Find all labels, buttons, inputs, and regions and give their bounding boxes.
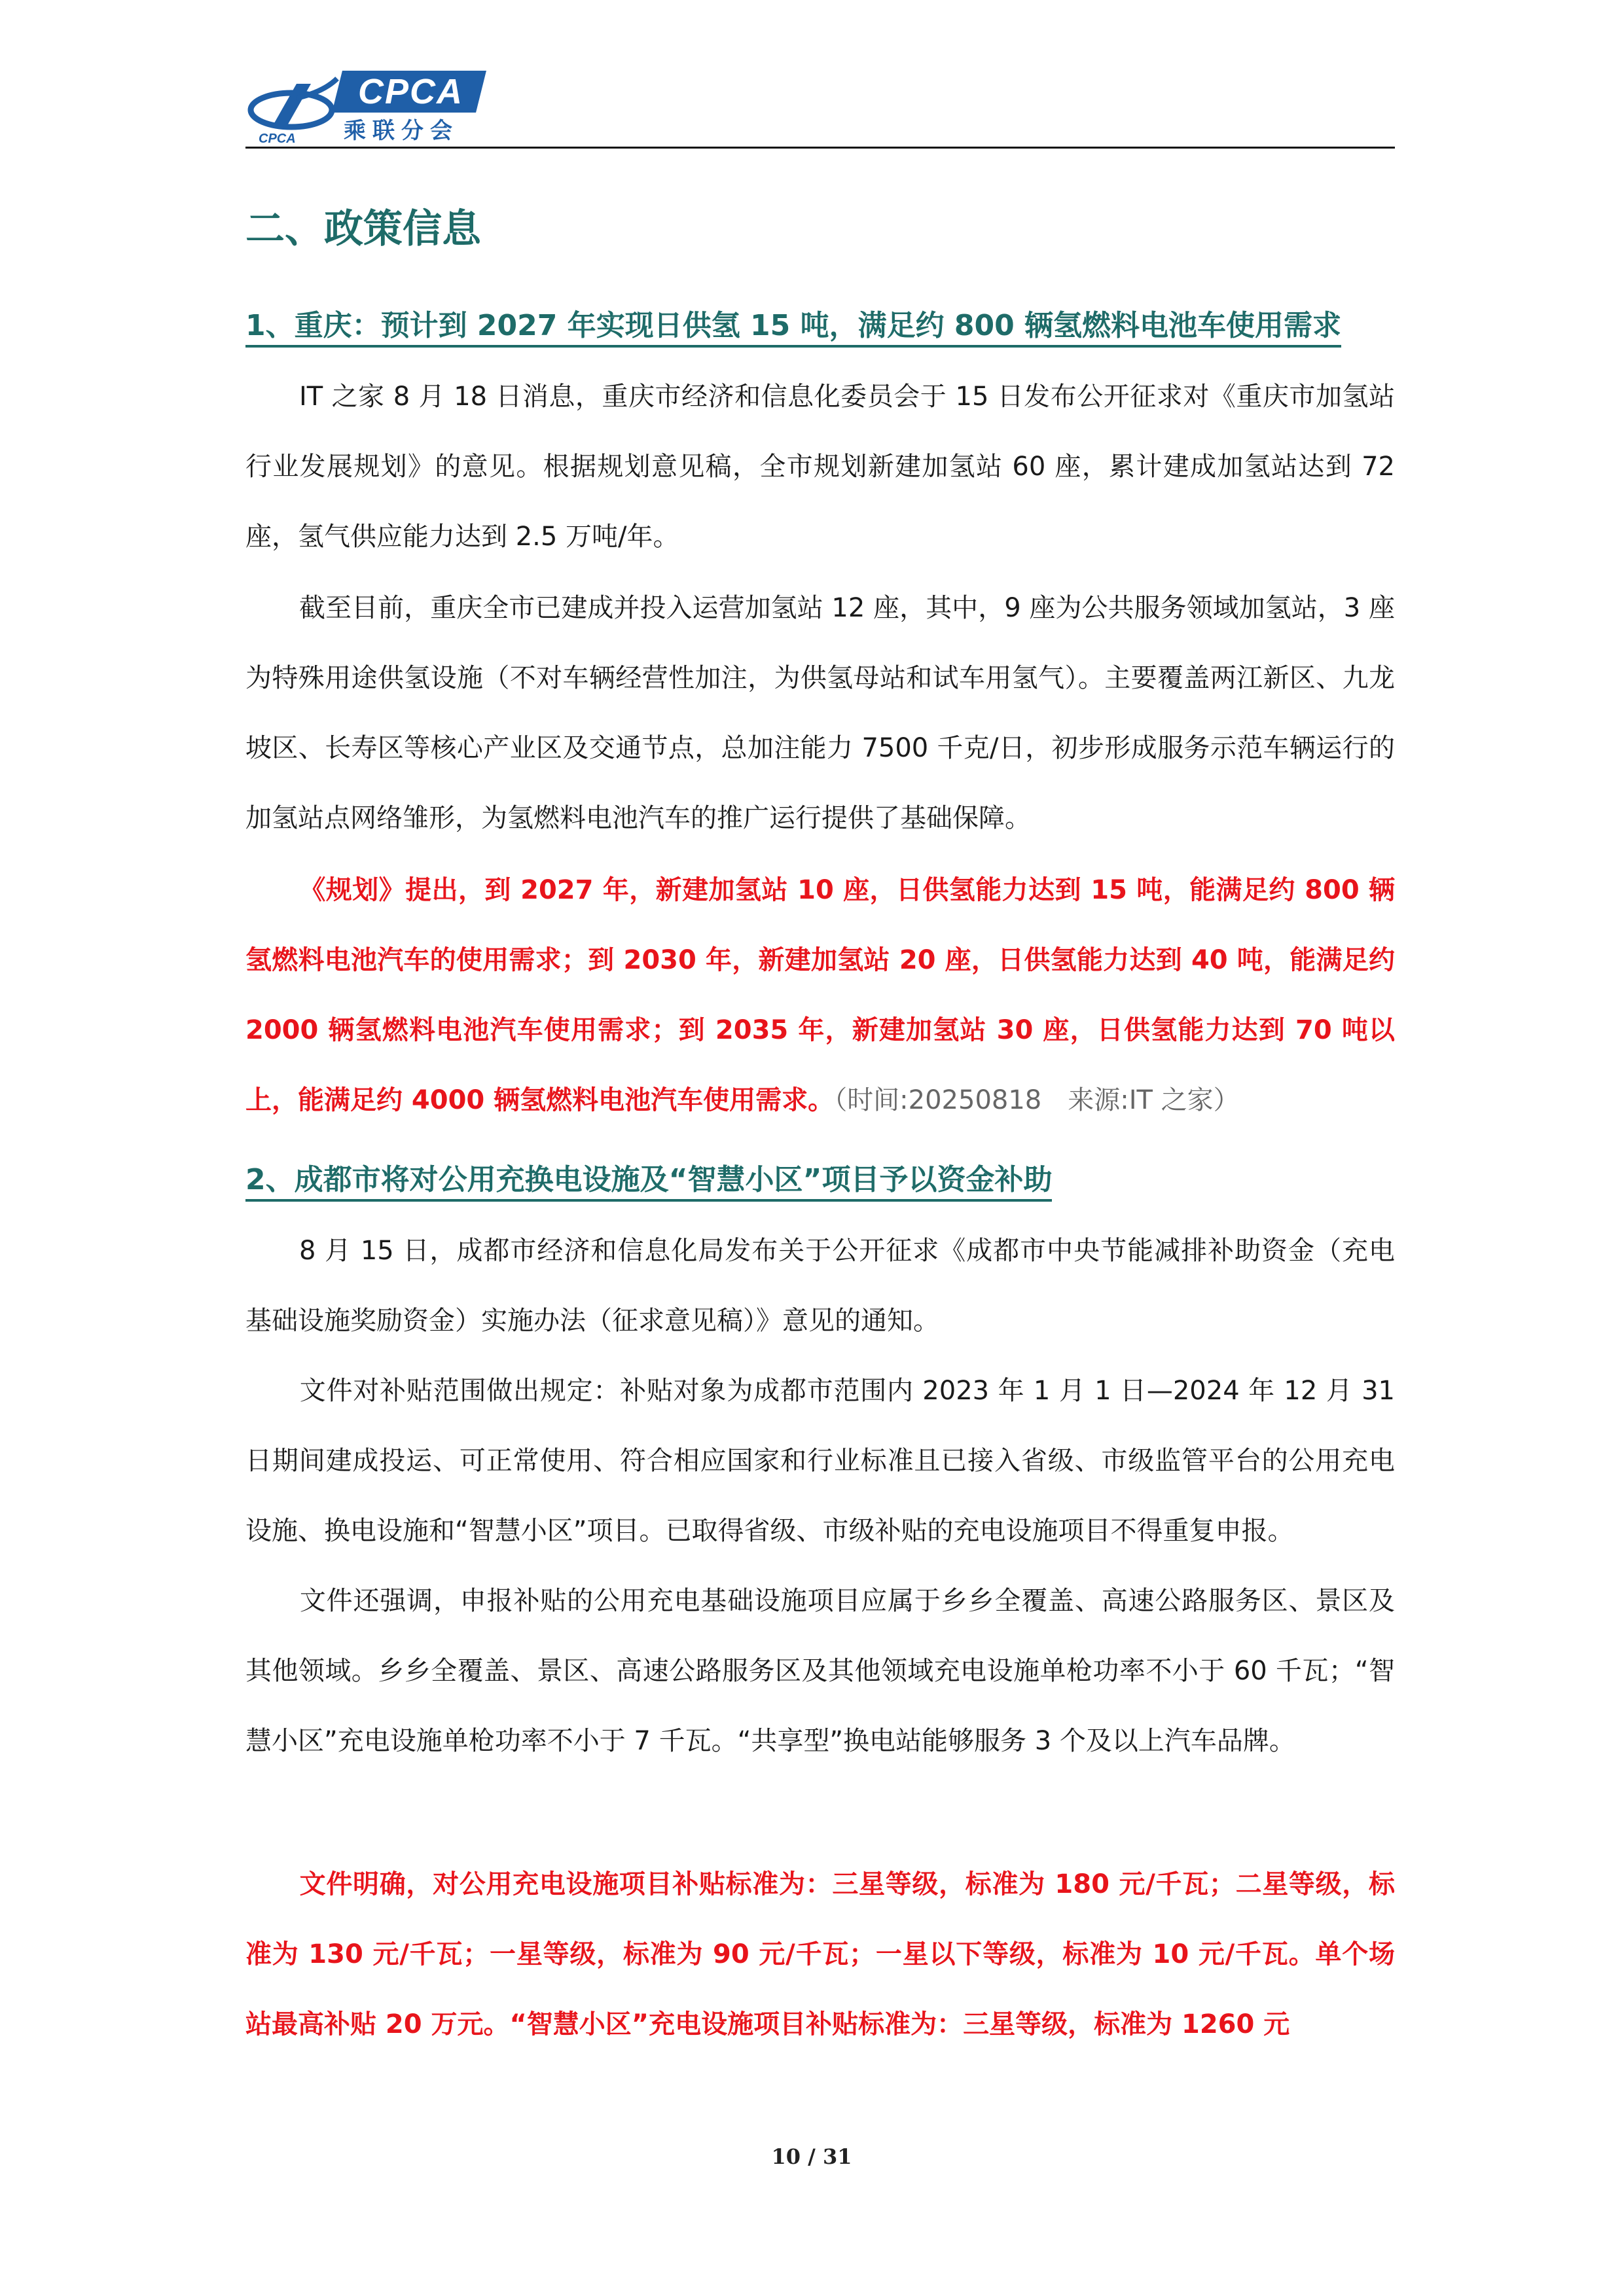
article-1-paragraph-1 (245, 362, 1395, 572)
page-number: 10 / 31 (771, 2144, 852, 2169)
article-2-paragraph-3-text: 文件还强调，申报补贴的公用充电基础设施项目应属于乡乡全覆盖、高速公路服务区、景区及其他领域。乡乡全覆盖、景区、高速公路服务区及其他领域充电设施单枪功率不小于 60 千瓦；“智慧小区”充电设施单枪功率不小于 7 千瓦。“共享型”换电站能够服务 3 个及以上汽车品牌。 (245, 1586, 1395, 1756)
article-1-paragraph-1-text: IT 之家 8 月 18 日消息，重庆市经济和信息化委员会于 15 日发布公开征求对《重庆市加氢站行业发展规划》的意见。根据规划意见稿，全市规划新建加氢站 60 座，累计建成加氢站达到 72 座，氢气供应能力达到 2.5 万吨/年。 (245, 382, 1395, 552)
article-1-highlight-text: 《规划》提出，到 2027 年，新建加氢站 10 座，日供氢能力达到 15 吨，能满足约 800 辆氢燃料电池汽车的使用需求；到 2030 年，新建加氢站 20 座，日供氢能力达到 40 吨，能满足约 2000 辆氢燃料电池汽车使用需求；到 2035 年，新建加氢站 30 座，日供氢能力达到 70 吨以上，能满足约 4000 辆氢燃料电池汽车使用需求。 (245, 875, 1395, 1115)
article-2-heading (245, 1157, 1395, 1203)
article-1-paragraph-2-text: 截至目前，重庆全市已建成并投入运营加氢站 12 座，其中，9 座为公共服务领域加氢站，3 座为特殊用途供氢设施（不对车辆经营性加注，为供氢母站和试车用氢气）。主要覆盖两江新区、九龙坡区、长寿区等核心产业区及交通节点，总加注能力 7500 千克/日，初步形成服务示范车辆运行的加氢站点网络雏形，为氢燃料电池汽车的推广运行提供了基础保障。 (245, 593, 1395, 833)
header-divider (245, 147, 1395, 149)
article-1-heading (245, 303, 1395, 349)
article-1-paragraph-2 (245, 573, 1395, 853)
cpca-logo (245, 65, 481, 147)
logo-latin-text: CPCA (357, 72, 463, 111)
cpca-emblem-icon (245, 72, 344, 145)
article-2-paragraph-1 (245, 1216, 1395, 1356)
article-2-highlight-text: 文件明确，对公用充电设施项目补贴标准为：三星等级，标准为 180 元/千瓦；二星等级，标准为 130 元/千瓦；一星等级，标准为 90 元/千瓦；一星以下等级，标准为 10 元/千瓦。单个场站最高补贴 20 万元。“智慧小区”充电设施项目补贴标准为：三星等级，标准为 1260 元 (245, 1869, 1395, 2039)
article-1-heading-text: 1、重庆：预计到 2027 年实现日供氢 15 吨，满足约 800 辆氢燃料电池车使用需求 (245, 309, 1341, 348)
article-1-source: （时间:20250818 来源:IT 之家） (834, 1085, 1240, 1115)
logo-cn-text: 乘联分会 (344, 118, 459, 144)
article-2-paragraph-1-text: 8 月 15 日，成都市经济和信息化局发布关于公开征求《成都市中央节能减排补助资金（充电基础设施奖励资金）实施办法（征求意见稿）》意见的通知。 (245, 1236, 1395, 1336)
section-title: 二、政策信息 (245, 206, 481, 252)
article-2-highlight (245, 1850, 1395, 2060)
article-2-paragraph-3 (245, 1566, 1395, 1776)
article-2-paragraph-2-text: 文件对补贴范围做出规定：补贴对象为成都市范围内 2023 年 1 月 1 日—2024 年 12 月 31 日期间建成投运、可正常使用、符合相应国家和行业标准且已接入省级、市级监管平台的公用充电设施、换电设施和“智慧小区”项目。已取得省级、市级补贴的充电设施项目不得重复申报。 (245, 1376, 1395, 1546)
article-1-highlight (245, 855, 1395, 1136)
logo-sub-text: CPCA (259, 132, 296, 145)
article-2-paragraph-2 (245, 1356, 1395, 1566)
article-2-heading-text: 2、成都市将对公用充换电设施及“智慧小区”项目予以资金补助 (245, 1163, 1052, 1202)
